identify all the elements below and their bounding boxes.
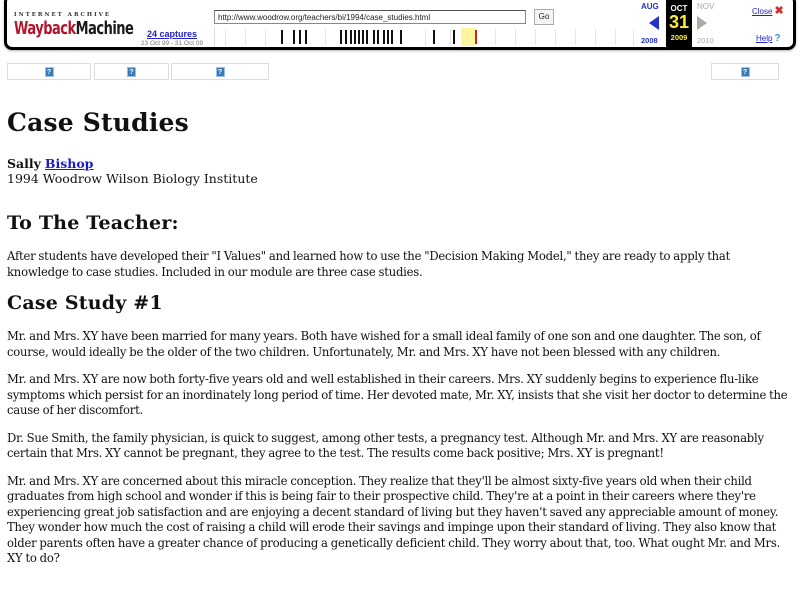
capture-tick[interactable] [373, 30, 375, 44]
capture-tick[interactable] [293, 30, 295, 44]
case-paragraph-2: Mr. and Mrs. XY are now both forty-five years old and well established in their careers. Mrs. XY suddenly begins to experience flu-like symptoms which persist for an inordinately long period of time. Her devoted mate, Mr. XY, insists that she visit her doctor to determine the cause of her discomfort. [7, 371, 788, 417]
broken-image-icon: ? [741, 67, 750, 77]
year-divider [450, 29, 451, 45]
capture-tick[interactable] [433, 30, 435, 44]
section-heading-case-study-1: Case Study #1 [7, 292, 163, 314]
section-heading-teacher: To The Teacher: [7, 212, 179, 234]
year-divider [325, 29, 326, 45]
year-divider [265, 29, 266, 45]
current-year-highlight [461, 28, 476, 46]
capture-tick[interactable] [362, 30, 364, 44]
year-divider [595, 29, 596, 45]
next-year-label: 2010 [697, 36, 714, 45]
case-paragraph-1: Mr. and Mrs. XY have been married for many years. Both have wished for a small ideal family of one son and one daughter. The son, of course, would ideally be the older of the two children. Unfortunately, Mr. and Mrs. XY have not been blessed with any children. [7, 328, 761, 359]
capture-tick[interactable] [350, 30, 352, 44]
help-icon[interactable]: ? [774, 33, 781, 44]
year-divider [615, 29, 616, 45]
year-divider [225, 29, 226, 45]
year-divider [633, 29, 634, 45]
capture-tick[interactable] [340, 30, 342, 44]
author-first-name: Sally [7, 156, 41, 171]
year-divider [535, 29, 536, 45]
capture-tick[interactable] [354, 30, 356, 44]
broken-image-icon: ? [127, 67, 136, 77]
capture-tick[interactable] [453, 30, 455, 44]
prev-capture-arrow-icon[interactable] [649, 16, 659, 30]
page-title: Case Studies [7, 108, 189, 137]
next-month-label: NOV [697, 2, 715, 11]
help-toolbar[interactable] [756, 33, 781, 44]
current-capture-tick[interactable] [475, 30, 477, 44]
captures-link[interactable]: 24 captures [146, 29, 198, 39]
wayback-machine-wordmark: WaybackMachine [14, 19, 134, 40]
capture-tick[interactable] [391, 30, 393, 44]
close-toolbar[interactable] [752, 4, 784, 17]
close-link[interactable]: Close [752, 7, 773, 16]
year-divider [425, 29, 426, 45]
next-capture-arrow-icon [697, 16, 707, 30]
institute-label: 1994 Woodrow Wilson Biology Institute [7, 171, 258, 186]
page-content [7, 108, 793, 566]
capture-tick[interactable] [383, 30, 385, 44]
teacher-paragraph: After students have developed their "I Values" and learned how to use the "Decision Making Model," they are ready to apply that knowledge to case studies. Included in our module are three case studies. [7, 248, 731, 279]
current-day: 31 [668, 12, 690, 32]
broken-image-icon: ? [45, 67, 54, 77]
case-paragraph-4: Mr. and Mrs. XY are concerned about this miracle conception. They realize that they'll be almost sixty-five years old when their child graduates from high school and wonder if this is being fair to their prospective child. They're at a point in their careers where they're experiencing great job satisfaction and are enjoying a decent standard of living but they haven't saved any appreciable amount of money. They wonder how much the cost of raising a child will erode their savings and impinge upon their standard of living. They also know that older parents often have a greater chance of producing a genetically deficient child. They worry about that, too. What ought Mr. and Mrs. XY to do? [7, 472, 781, 565]
capture-tick[interactable] [387, 30, 389, 44]
current-year: 2009 [670, 33, 688, 42]
close-icon[interactable]: ✖ [774, 5, 784, 17]
internet-archive-label: INTERNET ARCHIVE [14, 12, 112, 18]
nav-image-2[interactable] [94, 63, 169, 80]
case-paragraph-3: Dr. Sue Smith, the family physician, is quick to suggest, among other tests, a pregnancy test. Although Mr. and Mrs. XY are reasonably certain that Mrs. XY cannot be pregnant, they agree to the test. The results come back positive; Mrs. XY is pregnant! [7, 429, 764, 460]
year-divider [575, 29, 576, 45]
url-input[interactable]: http://www.woodrow.org/teachers/bi/1994/case_studies.html [214, 10, 526, 24]
current-month: OCT [670, 4, 688, 13]
nav-image-4[interactable] [711, 63, 779, 80]
go-button[interactable]: Go [534, 9, 554, 25]
capture-tick[interactable] [299, 30, 301, 44]
captures-info [132, 29, 212, 47]
author-block [7, 156, 793, 186]
current-capture-date [666, 0, 692, 47]
year-divider [515, 29, 516, 45]
capture-tick[interactable] [377, 30, 379, 44]
nav-image-3[interactable] [171, 63, 269, 80]
capture-tick[interactable] [305, 30, 307, 44]
nav-image-1[interactable] [7, 63, 91, 80]
year-divider [555, 29, 556, 45]
year-divider [495, 29, 496, 45]
captures-range: 23 Oct 99 - 31 Oct 09 [140, 40, 204, 47]
capture-tick[interactable] [358, 30, 360, 44]
help-link[interactable]: Help [756, 34, 773, 43]
year-divider [245, 29, 246, 45]
capture-tick[interactable] [345, 30, 347, 44]
capture-tick[interactable] [281, 30, 283, 44]
prev-year-link[interactable]: 2008 [641, 36, 658, 45]
prev-month-link[interactable]: AUG [641, 2, 659, 11]
broken-image-icon: ? [216, 67, 225, 77]
captures-sparkline[interactable] [214, 27, 634, 47]
author-link[interactable]: Bishop [44, 156, 94, 171]
wayback-logo[interactable] [14, 12, 134, 40]
capture-tick[interactable] [366, 30, 368, 44]
capture-tick[interactable] [400, 30, 402, 44]
